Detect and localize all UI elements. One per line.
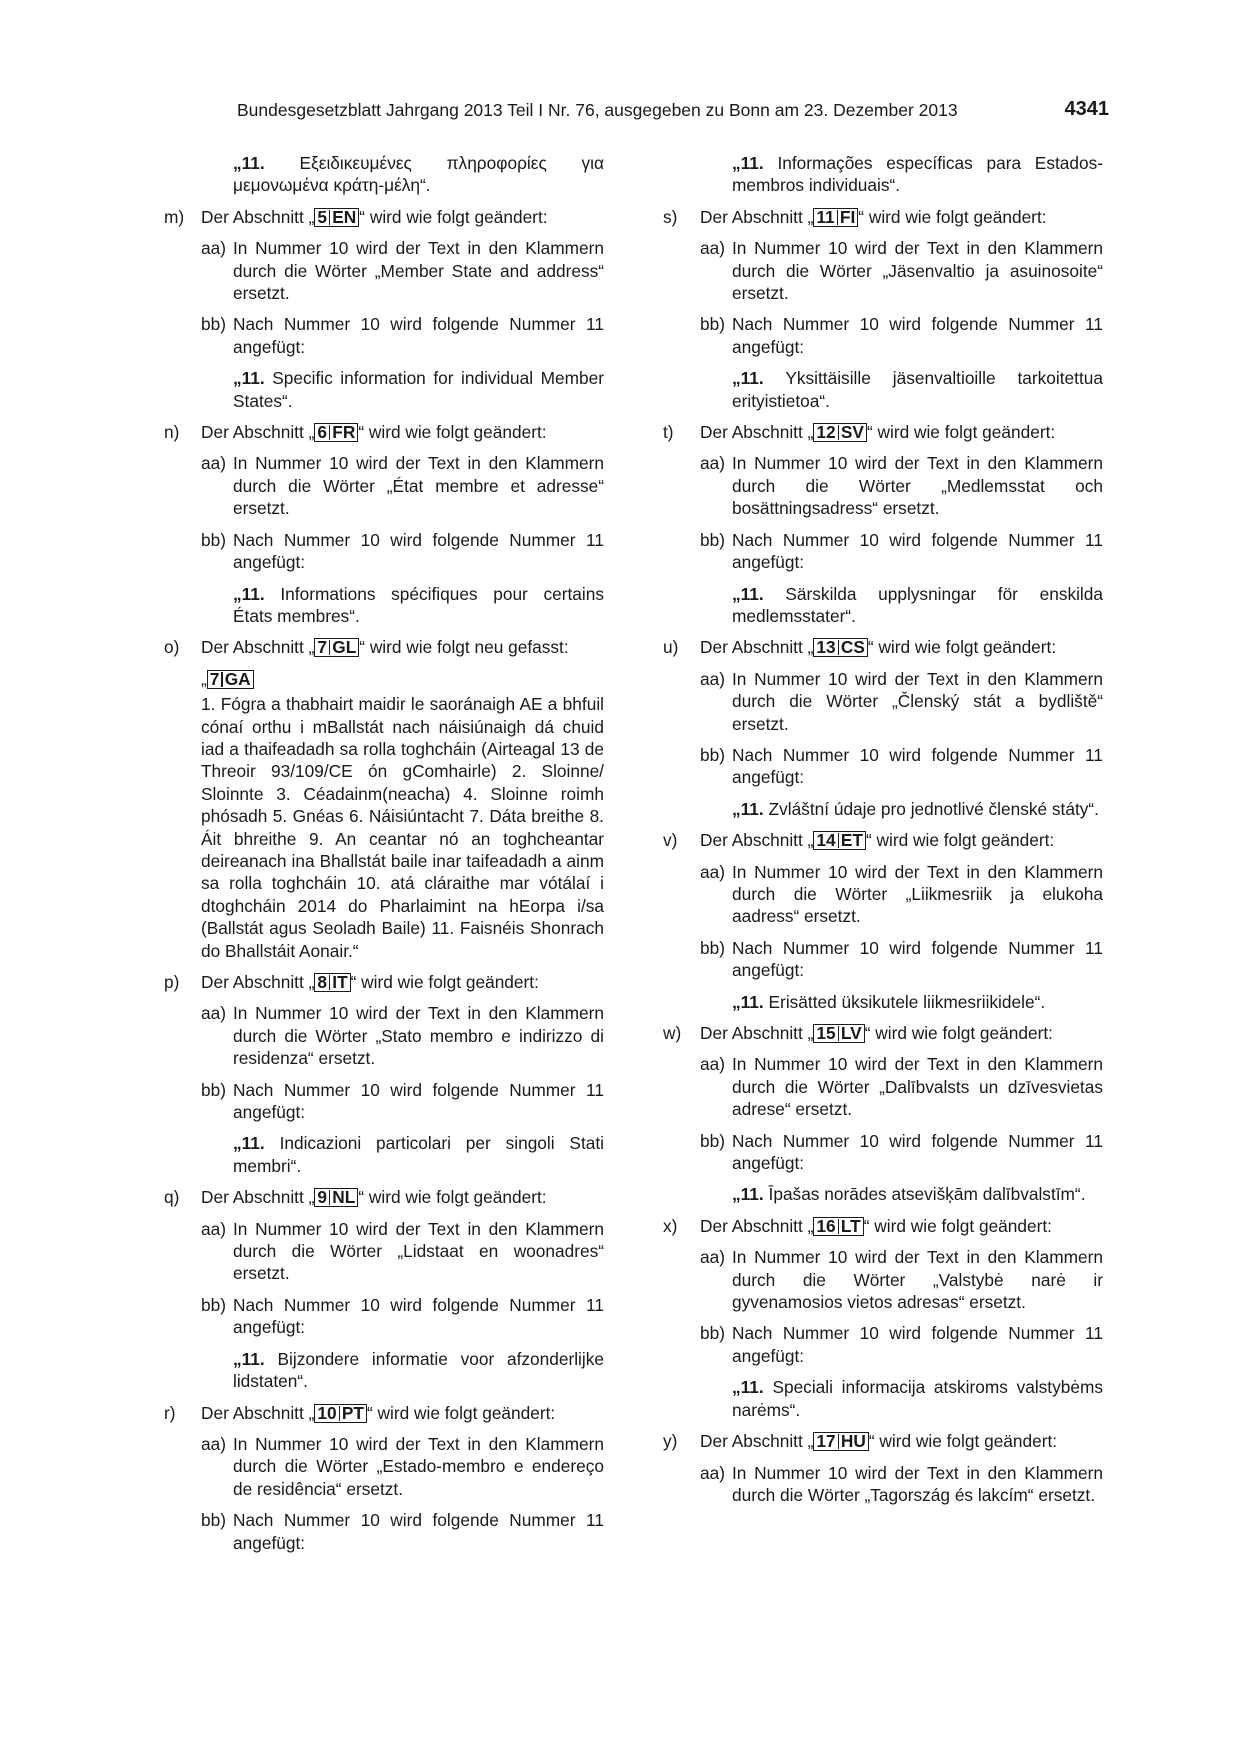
item-text-post: “ wird wie folgt geändert:	[868, 1431, 1058, 1452]
sub-text: Nach Nummer 10 wird folgende Nummer 11 angefügt:	[732, 529, 1103, 573]
section-box	[314, 1404, 367, 1423]
sub-label: bb)	[700, 1130, 725, 1151]
section-box	[314, 1188, 358, 1207]
box-code: FR	[332, 422, 356, 443]
box-code: GL	[332, 637, 357, 658]
box-code: CS	[840, 637, 865, 658]
section-item-n	[164, 421, 604, 443]
sub-text: In Nummer 10 wird der Text in den Klammern durch die Wörter „Lidstaat en woonadres“ ersetzt.	[233, 1218, 604, 1284]
quote-greek	[164, 152, 604, 197]
quote-fr	[164, 583, 604, 628]
quote-text: Εξειδικευμένες πληροφορίες για μεμονωμένα κράτη-μέλη“.	[233, 153, 604, 196]
sub-text: In Nummer 10 wird der Text in den Klammern durch die Wörter „Dalībvalsts un dzīvesvietas adrese“ ersetzt.	[732, 1054, 1103, 1120]
sub-label: aa)	[700, 1247, 725, 1268]
subitem-bb	[663, 313, 1103, 358]
sub-label: bb)	[700, 937, 725, 958]
item-text-post: “ wird wie folgt geändert:	[858, 206, 1047, 227]
sub-text: Nach Nummer 10 wird folgende Nummer 11 angefügt:	[233, 1510, 604, 1553]
box-number: 16	[816, 1215, 836, 1236]
section-box	[314, 208, 359, 227]
subitem-bb	[164, 1509, 604, 1554]
sub-text: In Nummer 10 wird der Text in den Klammern durch die Wörter „État membre et adresse“ ersetzt.	[233, 453, 604, 519]
quote-number: „11.	[732, 583, 764, 604]
box-code: IT	[332, 972, 348, 992]
sub-text: In Nummer 10 wird der Text in den Klammern durch die Wörter „Member State and address“ ersetzt.	[233, 238, 604, 304]
item-text-post: “ wird wie folgt geändert:	[864, 1023, 1053, 1043]
section-box	[813, 1217, 863, 1236]
sub-text: In Nummer 10 wird der Text in den Klammern durch die Wörter „Valstybė narė ir gyvenamosios vietos adresas“ ersetzt.	[732, 1247, 1103, 1313]
quote-number: „11.	[233, 153, 265, 173]
quote-number: „11.	[732, 153, 764, 173]
item-label: q)	[164, 1187, 180, 1208]
section-box	[314, 973, 350, 992]
item-text-pre: Der Abschnitt „	[700, 422, 814, 443]
box-number: 11	[816, 206, 835, 227]
subitem-aa	[663, 452, 1103, 519]
sub-text: In Nummer 10 wird der Text in den Klammern durch die Wörter „Jäsenvaltio ja asuinosoite“ ersetzt.	[732, 238, 1103, 304]
section-box	[813, 1432, 869, 1451]
item-label: s)	[663, 206, 678, 227]
sub-label: bb)	[201, 314, 226, 335]
item-text-post: “ wird wie folgt geändert:	[863, 1215, 1052, 1236]
quote-fi	[663, 367, 1103, 412]
item-text-pre: Der Abschnitt „	[700, 1215, 814, 1236]
item-label: u)	[663, 637, 679, 658]
irish-text: 1. Fógra a thabhairt maidir le saoránaigh AE a bhfuil cónaí orthu i mBallstát nach náisiúnaigh dá chuid iad a thaifeadadh sa rolla toghcháin (Airteagal 13 de Threoir 93/109/CE ón gComhairle) 2. Sloinne/ Sloinnte 3. Céadainm(neacha) 4. Sloinne roimh phósadh 5. Gnéas 6. Náisiúntacht 7. Dáta breithe 8. Áit bhreithe 9. An ceantar nó an toghcheantar deireanach ina Bhallstát baile inar taifeadadh a ainm sa rolla toghcháin 10. atá cláraithe mar vótálaí i dtoghcháin 2014 do Pharlaimint na hEorpa i/sa (Ballstát agus Seoladh Baile) 11. Faisnéis Shonrach do Bhallstáit Aonair.“	[201, 694, 604, 961]
quote-text: Informations spécifiques pour certains États membres“.	[233, 583, 604, 626]
box-code: EN	[332, 206, 357, 227]
section-item-w	[663, 1022, 1103, 1044]
item-text-pre: Der Abschnitt „	[700, 1431, 814, 1452]
item-text-post: “ wird wie folgt neu gefasst:	[359, 637, 569, 658]
sub-text: Nach Nummer 10 wird folgende Nummer 11 angefügt:	[233, 1294, 604, 1338]
quote-number: „11.	[732, 991, 764, 1012]
sub-text: In Nummer 10 wird der Text in den Klammern durch die Wörter „Tagország és lakcím“ ersetzt.	[732, 1462, 1103, 1505]
sub-label: aa)	[700, 1054, 725, 1075]
item-text-pre: Der Abschnitt „	[201, 422, 315, 443]
quote-text: Zvláštní údaje pro jednotlivé členské státy“.	[768, 798, 1099, 819]
quote-lt	[663, 1376, 1103, 1421]
section-item-u	[663, 636, 1103, 658]
item-text-pre: Der Abschnitt „	[700, 637, 814, 658]
subitem-bb	[663, 529, 1103, 574]
section-box	[813, 831, 866, 850]
subitem-aa	[164, 237, 604, 304]
sub-label: aa)	[700, 668, 725, 689]
box-number: 15	[816, 1023, 836, 1043]
sub-label: aa)	[700, 861, 725, 882]
item-label: r)	[164, 1402, 176, 1423]
sub-label: aa)	[201, 238, 226, 259]
subitem-bb	[164, 1294, 604, 1339]
item-text-pre: Der Abschnitt „	[700, 830, 814, 851]
item-label: t)	[663, 422, 674, 443]
quote-text: Īpašas norādes atsevišķām dalībvalstīm“.	[768, 1184, 1086, 1205]
sub-text: Nach Nummer 10 wird folgende Nummer 11 angefügt:	[732, 314, 1103, 357]
subitem-bb	[164, 1079, 604, 1124]
box-code: FI	[839, 206, 856, 227]
item-text-post: “ wird wie folgt geändert:	[867, 637, 1057, 658]
sub-text: Nach Nummer 10 wird folgende Nummer 11 angefügt:	[732, 1130, 1103, 1174]
section-item-r	[164, 1402, 604, 1424]
subitem-aa	[663, 668, 1103, 735]
quote-number: „11.	[233, 583, 265, 604]
box-number: 9	[317, 1187, 327, 1208]
subitem-aa	[164, 1433, 604, 1500]
section-item-y	[663, 1430, 1103, 1452]
subitem-aa	[663, 1053, 1103, 1120]
quote-number: „11.	[233, 368, 265, 389]
quote-number: „11.	[732, 1377, 764, 1398]
section-item-v	[663, 829, 1103, 851]
item-text-post: “ wird wie folgt geändert:	[350, 972, 539, 992]
quote-sv	[663, 583, 1103, 628]
box-number: 7	[317, 637, 327, 658]
section-box	[813, 208, 858, 227]
sub-text: Nach Nummer 10 wird folgende Nummer 11 angefügt:	[732, 937, 1103, 981]
page-number: 4341	[1064, 98, 1109, 120]
item-text-post: “ wird wie folgt geändert:	[359, 206, 548, 227]
box-code: ET	[840, 830, 863, 851]
sub-label: bb)	[201, 529, 226, 550]
section-box	[813, 638, 868, 657]
subitem-bb	[663, 1322, 1103, 1367]
quote-text: Speciali informacija atskiroms valstybėms narėms“.	[732, 1377, 1103, 1420]
sub-label: bb)	[700, 529, 725, 550]
box-code: GA	[224, 668, 251, 689]
irish-heading	[164, 668, 604, 690]
subitem-bb	[164, 313, 604, 358]
sub-text: In Nummer 10 wird der Text in den Klammern durch die Wörter „Medlemsstat och bosättningsadress“ ersetzt.	[732, 453, 1103, 519]
subitem-aa	[164, 452, 604, 519]
section-box	[314, 638, 359, 657]
subitem-bb	[663, 1130, 1103, 1175]
box-code: LT	[840, 1215, 861, 1236]
item-label: y)	[663, 1431, 678, 1452]
section-item-x	[663, 1215, 1103, 1237]
box-code: NL	[332, 1187, 356, 1208]
item-label: x)	[663, 1215, 678, 1236]
item-text-pre: Der Abschnitt „	[201, 637, 315, 658]
sub-label: bb)	[700, 314, 725, 335]
subitem-bb	[663, 937, 1103, 982]
subitem-aa	[663, 1462, 1103, 1507]
subitem-aa	[663, 237, 1103, 304]
quote-number: „11.	[233, 1348, 265, 1369]
section-box	[813, 1024, 864, 1043]
quote-it	[164, 1132, 604, 1177]
box-number: 6	[317, 422, 327, 443]
sub-label: aa)	[201, 1003, 226, 1024]
right-column	[663, 152, 1103, 1515]
heading-quote: „	[201, 668, 207, 689]
quote-number: „11.	[732, 368, 764, 389]
subitem-aa	[164, 1002, 604, 1069]
subitem-aa	[164, 1218, 604, 1285]
sub-label: bb)	[201, 1510, 226, 1531]
item-label: w)	[663, 1023, 682, 1043]
item-text-pre: Der Abschnitt „	[201, 972, 315, 992]
subitem-bb	[663, 744, 1103, 789]
section-item-o	[164, 636, 604, 658]
item-text-pre: Der Abschnitt „	[700, 1023, 814, 1043]
quote-pt	[663, 152, 1103, 197]
item-label: n)	[164, 422, 180, 443]
quote-nl	[164, 1348, 604, 1393]
sub-label: aa)	[700, 1462, 725, 1483]
item-text-post: “ wird wie folgt geändert:	[358, 422, 547, 443]
sub-label: aa)	[201, 1218, 226, 1239]
subitem-aa	[663, 1246, 1103, 1313]
item-text-pre: Der Abschnitt „	[700, 206, 814, 227]
section-item-s	[663, 206, 1103, 228]
box-number: 17	[816, 1431, 836, 1452]
sub-text: Nach Nummer 10 wird folgende Nummer 11 angefügt:	[233, 1079, 604, 1123]
sub-label: bb)	[201, 1294, 226, 1315]
box-number: 14	[816, 830, 836, 851]
sub-text: In Nummer 10 wird der Text in den Klammern durch die Wörter „Stato membro e indirizzo di residenza“ ersetzt.	[233, 1003, 604, 1069]
item-label: o)	[164, 637, 180, 658]
item-text-post: “ wird wie folgt geändert:	[865, 830, 1055, 851]
item-text-pre: Der Abschnitt „	[201, 206, 315, 227]
sub-label: aa)	[700, 238, 725, 259]
subitem-aa	[663, 861, 1103, 928]
sub-text: Nach Nummer 10 wird folgende Nummer 11 angefügt:	[233, 529, 604, 573]
sub-label: aa)	[201, 453, 226, 474]
section-box	[207, 670, 254, 689]
sub-label: aa)	[700, 453, 725, 474]
section-item-t	[663, 421, 1103, 443]
sub-label: aa)	[201, 1433, 226, 1454]
quote-text: Indicazioni particolari per singoli Stati membri“.	[233, 1133, 604, 1176]
box-number: 8	[317, 972, 327, 992]
quote-text: Särskilda upplysningar för enskilda medlemsstater“.	[732, 583, 1103, 626]
section-box	[314, 423, 358, 442]
quote-et	[663, 991, 1103, 1013]
item-text-pre: Der Abschnitt „	[201, 1187, 315, 1208]
sub-text: Nach Nummer 10 wird folgende Nummer 11 angefügt:	[732, 1323, 1103, 1366]
sub-text: Nach Nummer 10 wird folgende Nummer 11 angefügt:	[732, 744, 1103, 788]
item-label: m)	[164, 206, 185, 227]
item-text-post: “ wird wie folgt geändert:	[866, 422, 1056, 443]
item-label: p)	[164, 972, 180, 992]
quote-cs	[663, 798, 1103, 820]
sub-text: In Nummer 10 wird der Text in den Klammern durch die Wörter „Liikmesriik ja elukoha aadress“ ersetzt.	[732, 861, 1103, 927]
section-item-q	[164, 1186, 604, 1208]
subitem-bb	[164, 529, 604, 574]
quote-number: „11.	[732, 1184, 764, 1205]
box-code: LV	[840, 1023, 862, 1043]
quote-text: Yksittäisille jäsenvaltioille tarkoitettua erityistietoa“.	[732, 368, 1103, 411]
box-number: 12	[816, 422, 836, 443]
quote-text: Erisätted üksikutele liikmesriikidele“.	[768, 991, 1046, 1012]
box-code: HU	[840, 1431, 866, 1452]
quote-text: Specific information for individual Member States“.	[233, 368, 604, 411]
sub-label: bb)	[201, 1079, 226, 1100]
section-item-p	[164, 971, 604, 993]
item-text-pre: Der Abschnitt „	[201, 1402, 315, 1423]
box-number: 10	[317, 1402, 337, 1423]
running-header: Bundesgesetzblatt Jahrgang 2013 Teil I Nr. 76, ausgegeben zu Bonn am 23. Dezember 2013	[237, 100, 958, 120]
item-text-post: “ wird wie folgt geändert:	[358, 1187, 547, 1208]
item-text-post: “ wird wie folgt geändert:	[366, 1402, 556, 1423]
left-column	[164, 152, 604, 1563]
box-number: 5	[317, 206, 327, 227]
box-code: SV	[840, 422, 864, 443]
box-number: 13	[816, 637, 836, 658]
sub-text: In Nummer 10 wird der Text in den Klammern durch die Wörter „Estado-membro e endereço de residência“ ersetzt.	[233, 1433, 604, 1499]
quote-lv	[663, 1183, 1103, 1205]
quote-en	[164, 367, 604, 412]
sub-label: bb)	[700, 744, 725, 765]
quote-text: Bijzondere informatie voor afzonderlijke lidstaten“.	[233, 1348, 604, 1392]
section-item-m	[164, 206, 604, 228]
quote-number: „11.	[732, 798, 764, 819]
section-box	[813, 423, 867, 442]
item-label: v)	[663, 830, 678, 851]
quote-text: Informações específicas para Estados-membros individuais“.	[732, 153, 1103, 196]
sub-text: Nach Nummer 10 wird folgende Nummer 11 angefügt:	[233, 314, 604, 357]
box-number: 7	[209, 668, 220, 689]
sub-text: In Nummer 10 wird der Text in den Klammern durch die Wörter „Členský stát a bydliště“ ersetzt.	[732, 668, 1103, 734]
box-code: PT	[341, 1402, 364, 1423]
sub-label: bb)	[700, 1323, 725, 1344]
quote-number: „11.	[233, 1133, 265, 1154]
